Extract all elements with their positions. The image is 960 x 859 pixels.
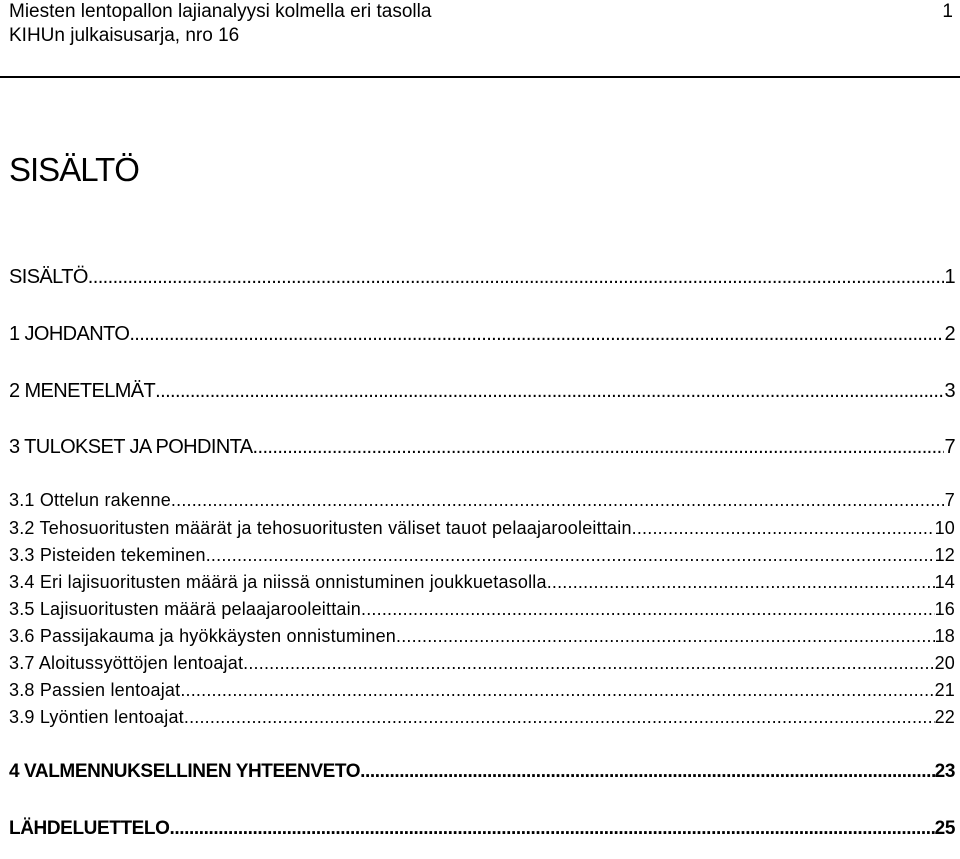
toc-leader-dots bbox=[184, 707, 935, 728]
toc-entry-label: 3.6 Passijakauma ja hyökkäysten onnistuminen bbox=[9, 626, 397, 646]
toc-entry-page: 18 bbox=[934, 626, 955, 646]
running-header bbox=[9, 0, 953, 48]
toc-entry-label: 3.9 Lyöntien lentoajat bbox=[9, 707, 184, 727]
toc-entry-label: 3.1 Ottelun rakenne bbox=[9, 490, 171, 510]
toc-entry-page: 25 bbox=[934, 818, 955, 839]
toc-entry-label: 2 MENETELMÄT bbox=[9, 380, 156, 402]
toc-leader-dots bbox=[180, 680, 934, 701]
toc-entry-page: 7 bbox=[944, 490, 955, 510]
toc-entry-page: 3 bbox=[944, 380, 955, 402]
toc-entry-menetelmat[interactable] bbox=[9, 380, 955, 403]
toc-entry-page: 10 bbox=[934, 518, 955, 538]
toc-entry-label: 3.7 Aloitussyöttöjen lentoajat bbox=[9, 653, 244, 673]
toc-entry-3-1[interactable] bbox=[9, 490, 955, 511]
toc-entry-label: 3.5 Lajisuoritusten määrä pelaajarooleittain bbox=[9, 599, 362, 619]
toc-entry-page: 12 bbox=[934, 545, 955, 565]
toc-entry-label: 1 JOHDANTO bbox=[9, 323, 130, 345]
toc-entry-label: LÄHDELUETTELO bbox=[9, 818, 170, 839]
toc-leader-dots bbox=[361, 599, 935, 620]
toc-entry-label: 3.4 Eri lajisuoritusten määrä ja niissä onnistuminen joukkuetasolla bbox=[9, 572, 547, 592]
page-title: SISÄLTÖ bbox=[9, 151, 139, 188]
toc-entry-3-8[interactable] bbox=[9, 680, 955, 701]
toc-leader-dots bbox=[360, 761, 934, 783]
toc-entry-3-2[interactable] bbox=[9, 518, 955, 539]
toc-entry-lahdeluettelo[interactable] bbox=[9, 818, 955, 840]
toc-entry-sisalto[interactable] bbox=[9, 266, 955, 289]
toc-entry-page: 2 bbox=[944, 323, 955, 345]
toc-entry-3-6[interactable] bbox=[9, 626, 955, 647]
header-divider bbox=[0, 76, 960, 78]
toc-entry-3-3[interactable] bbox=[9, 545, 955, 566]
toc-entry-johdanto[interactable] bbox=[9, 323, 955, 346]
toc-entry-3-9[interactable] bbox=[9, 707, 955, 728]
toc-entry-page: 23 bbox=[934, 761, 955, 782]
toc-leader-dots bbox=[253, 436, 945, 459]
header-series-line bbox=[9, 24, 953, 48]
toc-entry-yhteenveto[interactable] bbox=[9, 761, 955, 783]
toc-entry-label: 3 TULOKSET JA POHDINTA bbox=[9, 436, 253, 458]
toc-entry-3-7[interactable] bbox=[9, 653, 955, 674]
toc-entry-label: SISÄLTÖ bbox=[9, 266, 88, 288]
toc-leader-dots bbox=[396, 626, 935, 647]
toc-leader-dots bbox=[547, 572, 935, 593]
toc-entry-page: 16 bbox=[934, 599, 955, 619]
toc-entry-tulokset[interactable] bbox=[9, 436, 955, 459]
header-series: KIHUn julkaisusarja, nro 16 bbox=[9, 25, 240, 46]
header-page-number: 1 bbox=[942, 1, 953, 22]
toc-entry-label: 4 VALMENNUKSELLINEN YHTEENVETO bbox=[9, 761, 361, 782]
toc-leader-dots bbox=[206, 545, 935, 566]
toc-leader-dots bbox=[632, 518, 935, 539]
toc-entry-page: 21 bbox=[934, 680, 955, 700]
toc-entry-3-5[interactable] bbox=[9, 599, 955, 620]
toc-entry-page: 1 bbox=[944, 266, 955, 288]
toc-leader-dots bbox=[88, 266, 945, 289]
toc-leader-dots bbox=[170, 818, 935, 840]
toc-entry-page: 7 bbox=[944, 436, 955, 458]
toc-entry-page: 20 bbox=[934, 653, 955, 673]
toc-leader-dots bbox=[243, 653, 934, 674]
toc-leader-dots bbox=[129, 323, 944, 346]
toc-leader-dots bbox=[155, 380, 944, 403]
toc-entry-page: 22 bbox=[934, 707, 955, 727]
header-title: Miesten lentopallon lajianalyysi kolmella eri tasolla bbox=[9, 1, 432, 22]
toc-entry-3-4[interactable] bbox=[9, 572, 955, 593]
toc-entry-label: 3.8 Passien lentoajat bbox=[9, 680, 181, 700]
toc-entry-page: 14 bbox=[934, 572, 955, 592]
header-title-line bbox=[9, 0, 953, 24]
toc-entry-label: 3.2 Tehosuoritusten määrät ja tehosuoritusten väliset tauot pelaajarooleittain bbox=[9, 518, 632, 538]
toc-leader-dots bbox=[171, 490, 945, 511]
toc-entry-label: 3.3 Pisteiden tekeminen bbox=[9, 545, 206, 565]
